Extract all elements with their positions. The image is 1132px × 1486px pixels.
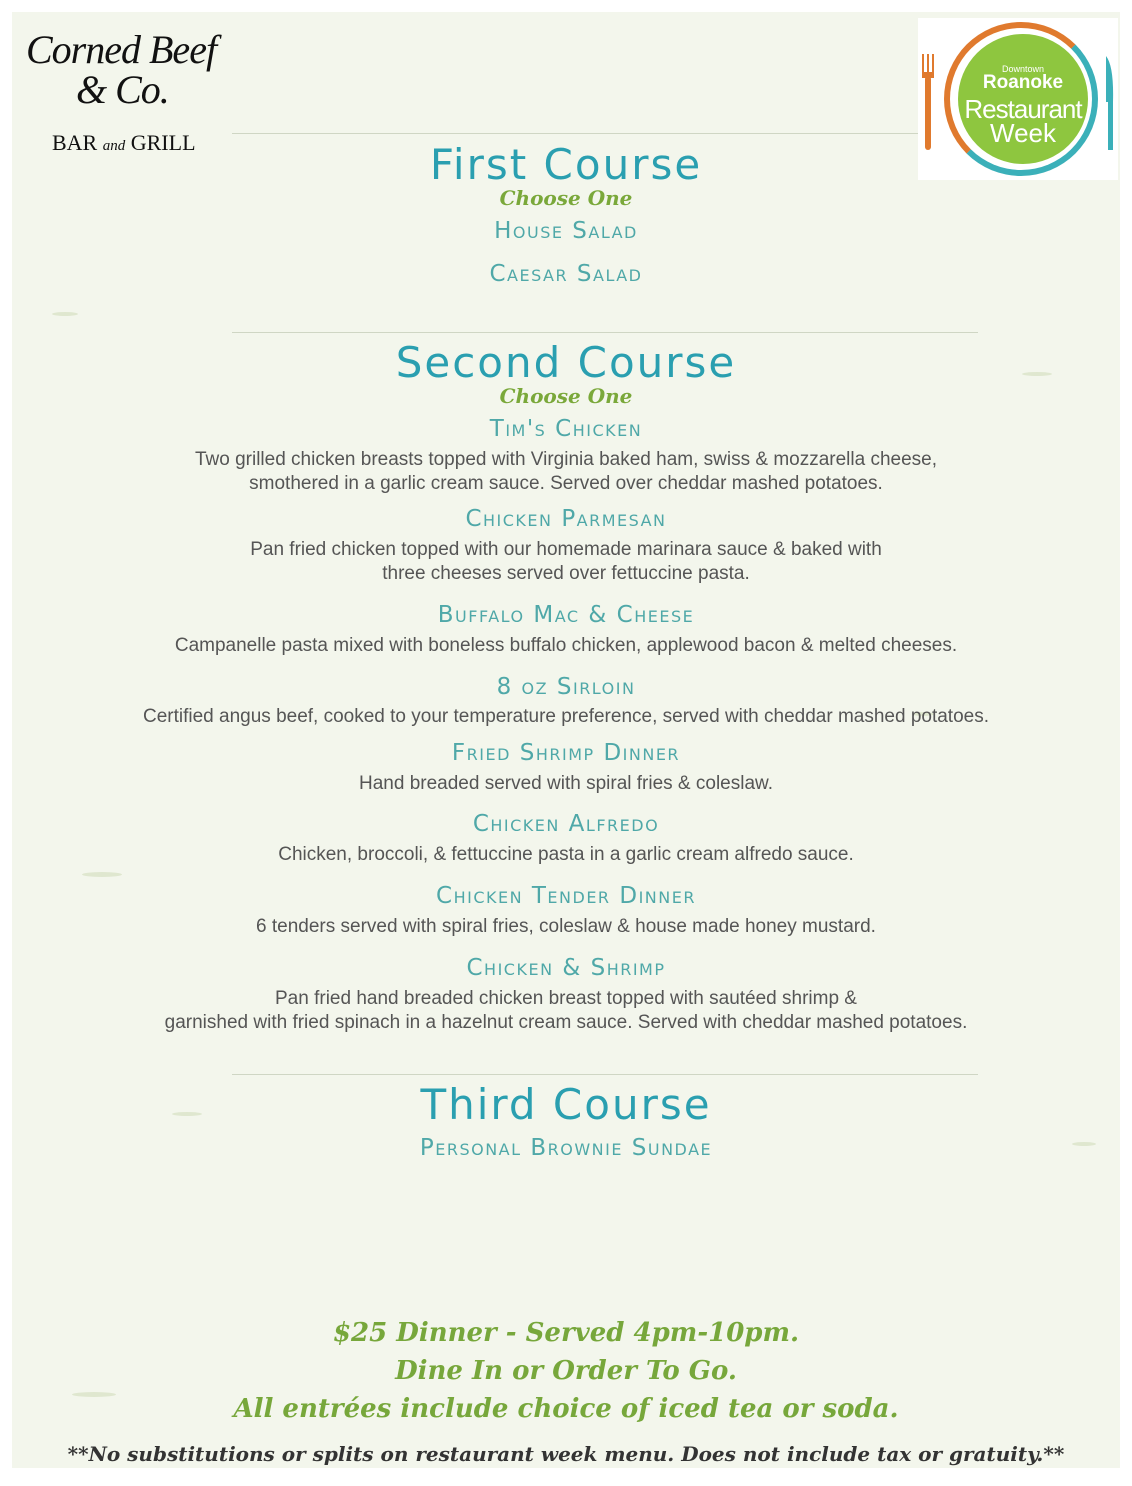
course-subtitle: Choose One — [499, 186, 633, 210]
menu-item-desc: Campanelle pasta mixed with boneless buffalo chicken, applewood bacon & melted cheeses. — [174, 635, 958, 656]
menu-item-name: Chicken & Shrimp — [466, 955, 666, 981]
menu-item-desc: Pan fried hand breaded chicken breast topped with sautéed shrimp & — [275, 988, 857, 1009]
menu-item-desc: Pan fried chicken topped with our homemade marinara sauce & baked with — [250, 539, 882, 560]
logo-line-2: & Co. — [76, 67, 169, 112]
menu-page — [12, 12, 1120, 1468]
logo-restaurant-text: Restaurant — [964, 94, 1082, 124]
divider — [232, 1074, 978, 1075]
knife-icon — [1104, 56, 1114, 150]
dine-in-line: Dine In or Order To Go. — [395, 1356, 737, 1386]
texture-speck — [52, 312, 78, 316]
logo-downtown-text: Downtown — [1001, 64, 1045, 74]
drinks-line: All entrées include choice of iced tea or soda. — [233, 1394, 899, 1424]
menu-item-name: Tim's Chicken — [489, 416, 643, 442]
fine-print: **No substitutions or splits on restaurant week menu. Does not include tax or gratuity.** — [67, 1442, 1065, 1466]
course-title: Third Course — [420, 1080, 712, 1129]
menu-item-desc: garnished with fried spinach in a hazelnut cream sauce. Served with cheddar mashed potatoes. — [164, 1012, 968, 1033]
menu-item-name: Chicken Alfredo — [472, 811, 660, 837]
menu-item-desc: three cheeses served over fettuccine pasta. — [382, 563, 750, 584]
logo-and-text: and — [102, 138, 126, 154]
menu-item-desc: smothered in a garlic cream sauce. Served over cheddar mashed potatoes. — [249, 473, 883, 494]
course-title: Second Course — [395, 338, 737, 387]
logo-grill-text: GRILL — [130, 130, 196, 155]
logo-roanoke-text: Roanoke — [982, 72, 1064, 93]
logo-line-1: Corned Beef — [26, 27, 217, 72]
menu-item-name: Buffalo Mac & Cheese — [437, 602, 695, 628]
menu-item-name: Personal Brownie Sundae — [419, 1135, 713, 1161]
fork-icon — [922, 54, 934, 150]
menu-item-desc: Hand breaded served with spiral fries & coleslaw. — [359, 773, 773, 794]
menu-item-name: Fried Shrimp Dinner — [451, 740, 681, 766]
menu-item-desc: 6 tenders served with spiral fries, coleslaw & house made honey mustard. — [256, 916, 876, 937]
menu-item-name: Chicken Tender Dinner — [436, 883, 696, 909]
price-line: $25 Dinner - Served 4pm-10pm. — [332, 1318, 800, 1348]
menu-item-name: Chicken Parmesan — [465, 506, 667, 532]
menu-item-desc: Chicken, broccoli, & fettuccine pasta in a garlic cream alfredo sauce. — [278, 844, 854, 865]
texture-speck — [82, 872, 122, 877]
divider — [232, 133, 918, 134]
menu-item-desc: Certified angus beef, cooked to your temperature preference, served with cheddar mashed potatoes. — [143, 706, 989, 727]
course-title: First Course — [429, 140, 703, 189]
menu-item-name: Caesar Salad — [489, 261, 643, 287]
menu-item-name: House Salad — [494, 218, 638, 244]
logo-bar-text: BAR — [52, 130, 98, 155]
menu-item-desc: Two grilled chicken breasts topped with Virginia baked ham, swiss & mozzarella cheese, — [194, 449, 938, 470]
divider — [232, 332, 978, 333]
menu-item-name: 8 oz Sirloin — [496, 674, 636, 700]
course-subtitle: Choose One — [499, 384, 633, 408]
logo-week-text: Week — [990, 118, 1056, 148]
